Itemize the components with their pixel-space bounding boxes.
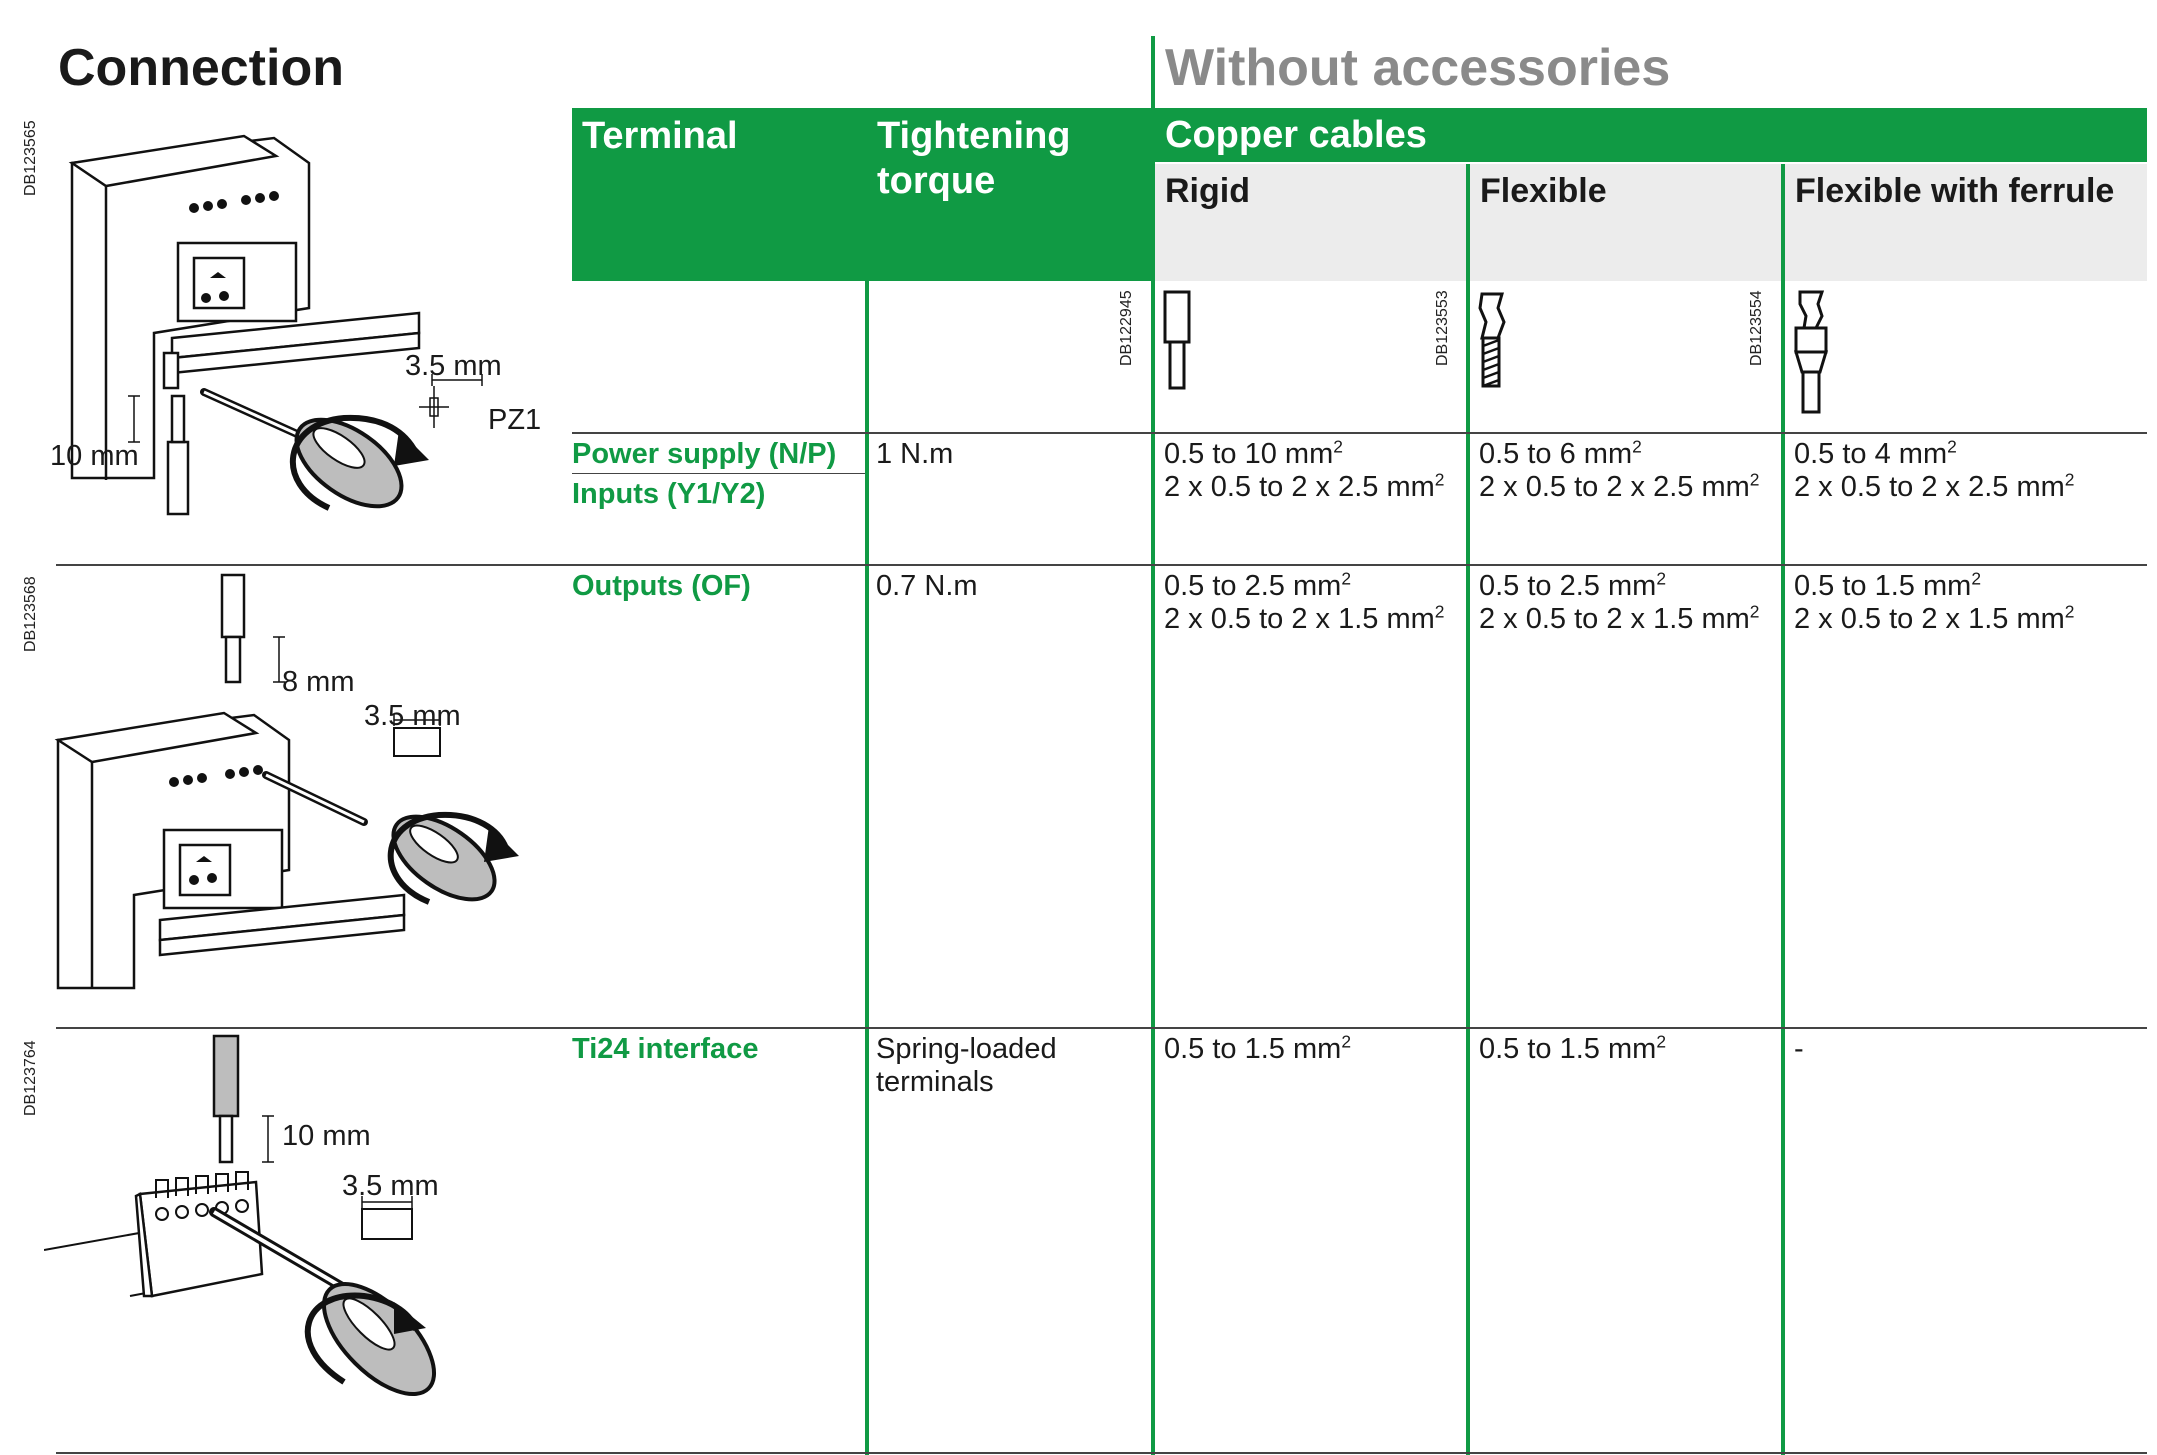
- terminal-header-label: Terminal: [582, 115, 738, 157]
- row3-image-code: DB123764: [22, 1040, 39, 1116]
- row3-strip-length: 10 mm: [282, 1120, 371, 1152]
- row2-flexible-double: 2 x 0.5 to 2 x 1.5 mm: [1479, 603, 1750, 635]
- row1-flexible-single: 0.5 to 6 mm: [1479, 438, 1633, 470]
- flexible-icon-code: DB123553: [1434, 290, 1451, 366]
- row1-ferrule-double-unit-sup: 2: [2064, 469, 2075, 490]
- rigid-header-label: Rigid: [1165, 172, 1250, 210]
- row1-image-code: DB123565: [22, 120, 39, 196]
- row3-rigid-single-unit-sup: 2: [1341, 1031, 1351, 1052]
- row3-terminal-block-illustration: [44, 1034, 564, 1444]
- row2-rigid-single-unit-sup: 2: [1341, 568, 1351, 589]
- row1-strip-length: 10 mm: [50, 440, 139, 472]
- row2-flexible-single: 0.5 to 2.5 mm: [1479, 570, 1657, 602]
- row2-rigid-double-unit-sup: 2: [1434, 601, 1445, 622]
- row3-rigid-cell: [1164, 1033, 1351, 1066]
- column-divider-3: [1466, 164, 1470, 1455]
- section-subtitle: Without accessories: [1165, 39, 1671, 97]
- row2-strip-length: 8 mm: [282, 666, 355, 698]
- row2-rigid-single: 0.5 to 2.5 mm: [1164, 570, 1342, 602]
- row3-rigid-single: 0.5 to 1.5 mm: [1164, 1033, 1342, 1065]
- terminal-ti24-interface: Ti24 interface: [572, 1033, 759, 1065]
- row3-ferrule-cell: -: [1794, 1033, 1804, 1065]
- ferrule-cable-icon: [1790, 288, 1832, 418]
- rigid-column-header: [1155, 164, 1466, 281]
- flexible-column-header: [1470, 164, 1781, 281]
- row1-rigid-double-unit-sup: 2: [1434, 469, 1445, 490]
- row2-flexible-cell: [1479, 570, 1759, 636]
- row1-flexible-single-unit-sup: 2: [1632, 436, 1642, 457]
- row2-ferrule-double: 2 x 0.5 to 2 x 1.5 mm: [1794, 603, 2065, 635]
- column-divider-2: [1151, 36, 1155, 1455]
- row1-flexible-double: 2 x 0.5 to 2 x 2.5 mm: [1479, 471, 1750, 503]
- row2-blade-size: 3.5 mm: [364, 700, 461, 732]
- column-divider-4: [1781, 164, 1785, 1455]
- row1-blade-size: 3.5 mm: [405, 350, 502, 382]
- terminal-sub-separator: [572, 473, 865, 474]
- row2-ferrule-cell: [1794, 570, 2074, 636]
- row1-flexible-cell: [1479, 438, 1759, 504]
- row-separator-2: [56, 564, 2147, 566]
- row1-ferrule-single: 0.5 to 4 mm: [1794, 438, 1948, 470]
- row2-ferrule-double-unit-sup: 2: [2064, 601, 2075, 622]
- row1-module-illustration: [44, 108, 564, 558]
- row3-flexible-single-unit-sup: 2: [1656, 1031, 1666, 1052]
- row-separator-3: [56, 1027, 2147, 1029]
- row2-rigid-cell: [1164, 570, 1444, 636]
- row3-torque-cell: [876, 1033, 1057, 1099]
- row-separator-1: [572, 432, 2147, 434]
- row3-torque-line-1: Spring-loaded: [876, 1033, 1057, 1065]
- copper-cables-header: [1155, 108, 2147, 162]
- row2-flexible-single-unit-sup: 2: [1656, 568, 1666, 589]
- row3-blade-size: 3.5 mm: [342, 1170, 439, 1202]
- row1-flexible-double-unit-sup: 2: [1749, 469, 1760, 490]
- torque-header-label: Tightening torque: [877, 115, 1071, 202]
- terminal-outputs: Outputs (OF): [572, 570, 751, 602]
- row2-ferrule-single: 0.5 to 1.5 mm: [1794, 570, 1972, 602]
- row3-torque-line-2: terminals: [876, 1066, 994, 1098]
- row2-module-illustration: [44, 570, 564, 1000]
- page-title: Connection: [58, 39, 344, 97]
- row1-rigid-single-unit-sup: 2: [1333, 436, 1343, 457]
- terminal-inputs: Inputs (Y1/Y2): [572, 478, 766, 510]
- terminal-power-supply: Power supply (N/P): [572, 438, 837, 470]
- flexible-cable-icon: [1474, 288, 1514, 394]
- row-separator-4: [56, 1452, 2147, 1454]
- column-divider-1: [865, 108, 869, 1455]
- row2-image-code: DB123568: [22, 576, 39, 652]
- row1-bit-size: PZ1: [488, 404, 542, 436]
- ferrule-header-label: Flexible with ferrule: [1795, 172, 2115, 210]
- row1-ferrule-double: 2 x 0.5 to 2 x 2.5 mm: [1794, 471, 2065, 503]
- row2-rigid-double: 2 x 0.5 to 2 x 1.5 mm: [1164, 603, 1435, 635]
- row2-flexible-double-unit-sup: 2: [1749, 601, 1760, 622]
- copper-header-label: Copper cables: [1165, 114, 1427, 156]
- row2-torque: 0.7 N.m: [876, 570, 978, 602]
- ferrule-column-header: [1785, 164, 2147, 281]
- flexible-header-label: Flexible: [1480, 172, 1607, 210]
- row2-ferrule-single-unit-sup: 2: [1971, 568, 1981, 589]
- row1-ferrule-cell: [1794, 438, 2074, 504]
- rigid-icon-code: DB122945: [1118, 290, 1135, 366]
- row3-flexible-single: 0.5 to 1.5 mm: [1479, 1033, 1657, 1065]
- row1-rigid-cell: [1164, 438, 1444, 504]
- ferrule-icon-code: DB123554: [1748, 290, 1765, 366]
- row1-ferrule-single-unit-sup: 2: [1947, 436, 1957, 457]
- torque-column-header: [867, 108, 1153, 281]
- row1-rigid-single: 0.5 to 10 mm: [1164, 438, 1334, 470]
- row1-rigid-double: 2 x 0.5 to 2 x 2.5 mm: [1164, 471, 1435, 503]
- row1-torque: 1 N.m: [876, 438, 954, 470]
- row3-flexible-cell: [1479, 1033, 1666, 1066]
- terminal-column-header: [572, 108, 865, 281]
- rigid-cable-icon: [1160, 288, 1200, 394]
